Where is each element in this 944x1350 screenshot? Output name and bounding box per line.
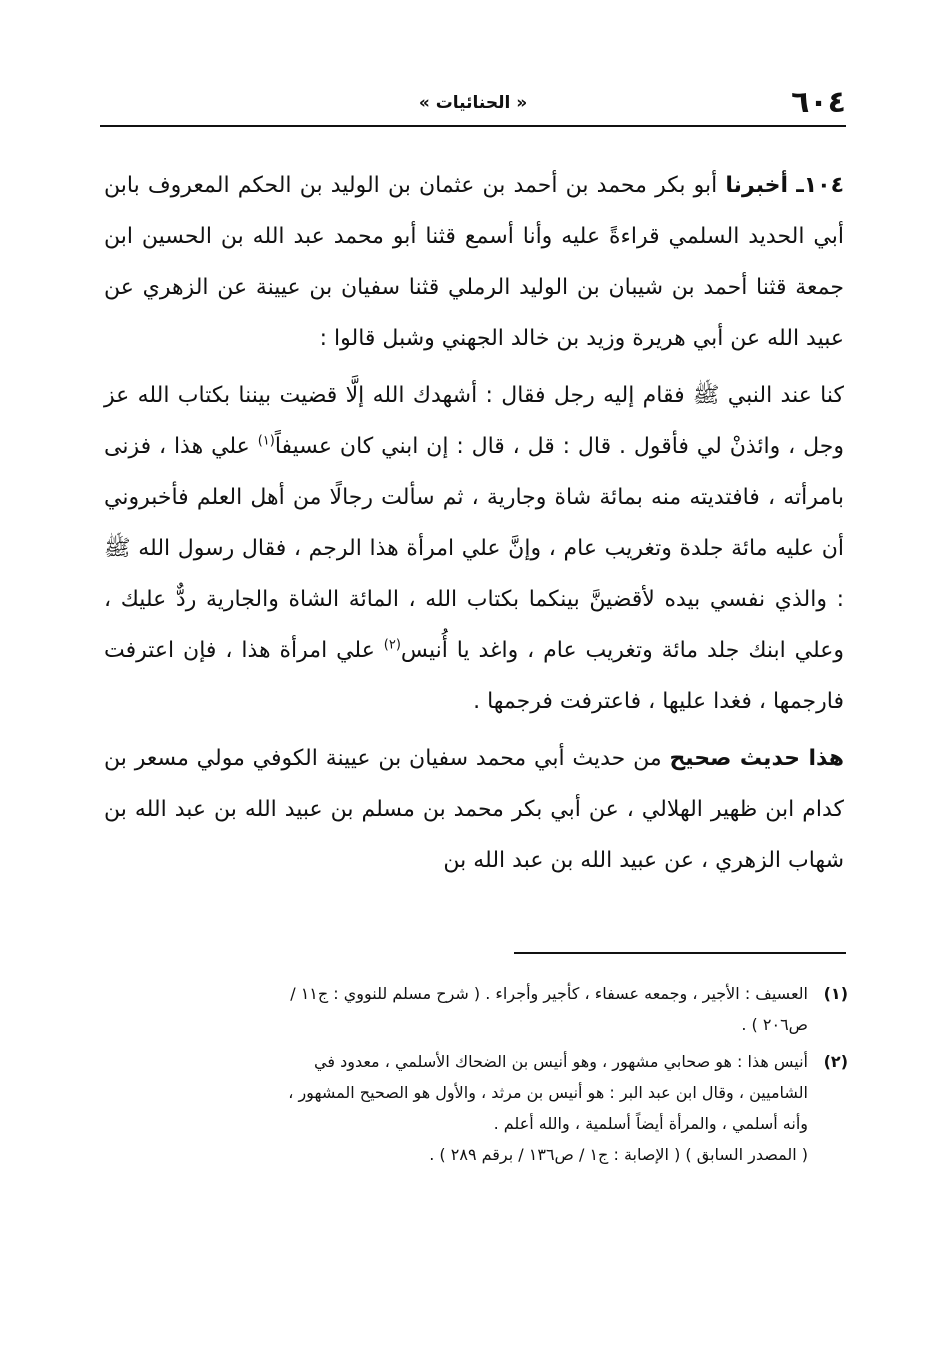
footnote-rule bbox=[514, 952, 846, 954]
isnad-text: أبو بكر محمد بن أحمد بن عثمان بن الوليد بن الحكم المعروف بابن أبي الحديد السلمي قراءةً عليه وأنا أسمع قثنا أبو محمد عبد الله بن الحسين ابن جمعة قثنا أحمد بن شيبان بن الوليد الرملي قثنا سفيان بن عيينة عن الزهري عن عبيد الله عن أبي هريرة وزيد بن خالد الجهني وشبل قالوا : bbox=[104, 173, 844, 351]
hadith-number: ١٠٤ـ bbox=[796, 173, 845, 198]
footnote-1 bbox=[104, 978, 848, 1040]
isnad-label: أخبرنا bbox=[725, 173, 789, 198]
footnote-line: ص٢٠٦ ) . bbox=[741, 1015, 808, 1034]
isnad-paragraph bbox=[104, 160, 844, 364]
footnote-number: (١) bbox=[823, 984, 848, 1003]
matn-paragraph bbox=[104, 370, 844, 727]
footnote-ref-1[interactable]: (١) bbox=[257, 433, 275, 449]
page-number: ٦٠٤ bbox=[791, 85, 846, 120]
page-header bbox=[100, 84, 846, 124]
commentary-text: من حديث أبي محمد سفيان بن عيينة الكوفي مولي مسعر بن كدام ابن ظهير الهلالي ، عن أبي بكر محمد بن مسلم بن عبيد الله بن عبد الله بن شهاب الزهري ، عن عبيد الله بن عبد الله بن bbox=[104, 746, 844, 873]
footnote-2 bbox=[104, 1046, 848, 1170]
footnote-line: الشاميين ، وقال ابن عبد البر : هو أنيس بن مرثد ، والأول هو الصحيح المشهور ، bbox=[288, 1083, 808, 1102]
footnote-line: ( المصدر السابق ) ( الإصابة : ج١ / ص١٣٦ / برقم ٢٨٩ ) . bbox=[429, 1145, 808, 1164]
running-title: « الحنائيات » bbox=[418, 93, 528, 113]
footnote-line: وأنه أسلمي ، والمرأة أيضاً أسلمية ، والله أعلم . bbox=[493, 1114, 808, 1133]
main-text bbox=[104, 160, 844, 886]
commentary-label: هذا حديث صحيح bbox=[669, 746, 844, 771]
header-rule bbox=[100, 125, 846, 127]
footnote-number: (٢) bbox=[823, 1052, 848, 1071]
footnote-line: أنيس هذا : هو صحابي مشهور ، وهو أنيس بن الضحاك الأسلمي ، معدود في bbox=[314, 1052, 808, 1071]
footnote-ref-2[interactable]: (٢) bbox=[383, 637, 401, 653]
matn-part-2: علي هذا ، فزنى بامرأته ، فافتديته منه بمائة شاة وجارية ، ثم سألت رجالًا من أهل العلم فأخبروني أن عليه مائة جلدة وتغريب عام ، وإنَّ علي امرأة هذا الرجم ، فقال رسول الله ﷺ : والذي نفسي بيده لأقضينَّ بينكما بكتاب الله ، المائة الشاة والجارية ردٌّ عليك ، وعلي ابنك جلد مائة وتغريب عام ، واغد يا أُنيس bbox=[104, 434, 845, 663]
matn-part-1: كنا عند النبي ﷺ فقام إليه رجل فقال : أشهدك الله إلَّا قضيت بيننا بكتاب الله عز وجل ، وائذنْ لي فأقول . قال : قل ، قال : إن ابني كان عسيفاً bbox=[104, 383, 844, 459]
footnotes bbox=[104, 978, 848, 1176]
commentary-paragraph bbox=[104, 733, 844, 886]
matn-part-3: علي امرأة هذا ، فإن اعترفت فارجمها ، فغدا عليها ، فاعترفت فرجمها . bbox=[104, 638, 844, 714]
footnote-line: العسيف : الأجير ، وجمعه عسفاء ، كأجير وأجراء . ( شرح مسلم للنووي : ج١١ / bbox=[290, 984, 808, 1003]
